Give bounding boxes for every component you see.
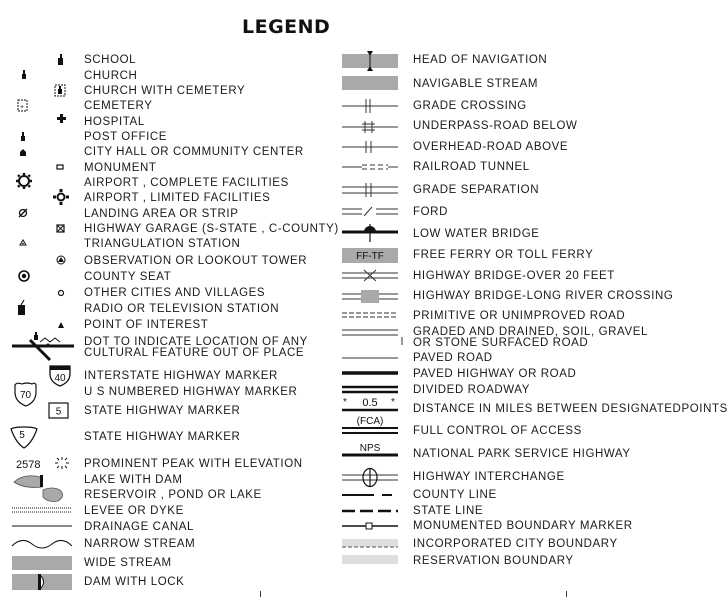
distance-miles-icon xyxy=(342,397,398,410)
label-city-hall: CITY HALL OR COMMUNITY CENTER xyxy=(84,146,304,158)
label-monument: MONUMENT xyxy=(84,162,157,174)
label-navigable-stream: NAVIGABLE STREAM xyxy=(413,78,539,90)
low-water-bridge-icon xyxy=(342,224,398,242)
label-drainage-canal: DRAINAGE CANAL xyxy=(84,521,195,533)
label-airport-limited: AIRPORT , LIMITED FACILITIES xyxy=(84,192,271,204)
ferry-icon xyxy=(342,248,398,263)
label-distance-miles: DISTANCE IN MILES BETWEEN DESIGNATEDPOINTS xyxy=(413,403,728,415)
triangulation-icon xyxy=(20,240,26,245)
label-highway-bridge: HIGHWAY BRIDGE-OVER 20 FEET xyxy=(413,270,615,282)
label-highway-interchange: HIGHWAY INTERCHANGE xyxy=(413,471,565,483)
graded-road-icon xyxy=(342,330,402,345)
point-of-interest-icon xyxy=(58,322,64,328)
label-grade-crossing: GRADE CROSSING xyxy=(413,100,527,112)
cemetery-icon xyxy=(18,100,27,111)
label-underpass: UNDERPASS-ROAD BELOW xyxy=(413,120,578,132)
lake-with-dam-icon xyxy=(14,475,43,487)
label-railroad-tunnel: RAILROAD TUNNEL xyxy=(413,161,530,173)
cultural-feature-dot-icon xyxy=(12,332,74,360)
label-stone-surfaced-road: OR STONE SURFACED ROAD xyxy=(413,337,589,349)
primitive-road-icon xyxy=(342,313,398,317)
label-primitive-road: PRIMITIVE OR UNIMPROVED ROAD xyxy=(413,310,626,322)
label-incorporated-city-boundary: INCORPORATED CITY BOUNDARY xyxy=(413,538,618,550)
interstate-number: 40 xyxy=(54,373,66,384)
label-ford: FORD xyxy=(413,206,448,218)
peak-elevation: 2578 xyxy=(16,459,41,471)
label-grade-separation: GRADE SEPARATION xyxy=(413,184,540,196)
full-control-access-icon xyxy=(342,416,398,433)
label-long-river-crossing: HIGHWAY BRIDGE-LONG RIVER CROSSING xyxy=(413,290,674,302)
label-cemetery: CEMETERY xyxy=(84,100,153,112)
us-highway-number: 70 xyxy=(19,390,32,401)
label-highway-garage: HIGHWAY GARAGE (S-STATE , C-COUNTY) xyxy=(84,223,339,235)
label-divided-roadway: DIVIDED ROADWAY xyxy=(413,384,530,396)
fca-code: (FCA) xyxy=(356,416,384,427)
airport-complete-icon xyxy=(16,173,32,189)
reservation-boundary-icon xyxy=(342,555,398,564)
post-office-icon xyxy=(21,132,25,141)
label-reservation-boundary: RESERVATION BOUNDARY xyxy=(413,555,574,567)
prominent-peak-icon xyxy=(16,457,69,471)
church-icon xyxy=(22,70,26,79)
label-state-highway-marker: STATE HIGHWAY MARKER xyxy=(84,405,241,417)
head-of-navigation-icon xyxy=(342,51,398,71)
railroad-tunnel-icon xyxy=(342,165,398,169)
label-county-line: COUNTY LINE xyxy=(413,489,497,501)
label-prominent-peak: PROMINENT PEAK WITH ELEVATION xyxy=(84,458,303,470)
levee-icon xyxy=(12,508,72,512)
city-hall-icon xyxy=(20,149,26,156)
us-highway-shield-icon xyxy=(15,383,36,406)
dam-with-lock-icon xyxy=(12,574,72,590)
label-dot-location: DOT TO INDICATE LOCATION OF ANY xyxy=(84,336,308,348)
state-highway-number: 5 xyxy=(55,406,62,418)
incorporated-city-boundary-icon xyxy=(342,539,398,547)
highway-interchange-icon xyxy=(342,468,398,487)
label-landing-area: LANDING AREA OR STRIP xyxy=(84,208,239,220)
label-cultural-feature: CULTURAL FEATURE OUT OF PLACE xyxy=(84,347,305,359)
label-dam-with-lock: DAM WITH LOCK xyxy=(84,576,185,588)
label-other-cities: OTHER CITIES AND VILLAGES xyxy=(84,287,266,299)
label-graded-road: GRADED AND DRAINED, SOIL, GRAVEL xyxy=(413,326,648,338)
long-river-crossing-icon xyxy=(342,290,398,303)
state-highway-number-2: 5 xyxy=(19,430,25,441)
other-cities-icon xyxy=(59,291,64,296)
ford-icon xyxy=(342,207,398,216)
svg-text:*: * xyxy=(391,397,395,408)
overhead-icon xyxy=(342,141,398,153)
lookout-tower-icon xyxy=(57,256,65,264)
label-us-highway-marker: U S NUMBERED HIGHWAY MARKER xyxy=(84,386,298,398)
label-head-of-navigation: HEAD OF NAVIGATION xyxy=(413,54,548,66)
label-point-of-interest: POINT OF INTEREST xyxy=(84,319,209,331)
label-triangulation-station: TRIANGULATION STATION xyxy=(84,238,241,250)
label-hospital: HOSPITAL xyxy=(84,116,145,128)
label-monumented-boundary: MONUMENTED BOUNDARY MARKER xyxy=(413,520,633,532)
ferry-code: FF-TF xyxy=(356,251,384,262)
label-school: SCHOOL xyxy=(84,54,137,66)
narrow-stream-icon xyxy=(12,540,72,548)
label-national-park-highway: NATIONAL PARK SERVICE HIGHWAY xyxy=(413,448,631,460)
label-low-water-bridge: LOW WATER BRIDGE xyxy=(413,228,540,240)
label-narrow-stream: NARROW STREAM xyxy=(84,538,196,550)
label-church-with-cemetery: CHURCH WITH CEMETERY xyxy=(84,85,246,97)
distance-value: 0.5 xyxy=(362,397,378,409)
svg-text:+: + xyxy=(20,104,25,111)
national-park-highway-icon xyxy=(342,440,398,455)
label-overhead: OVERHEAD-ROAD ABOVE xyxy=(413,141,569,153)
grade-separation-icon xyxy=(342,183,398,197)
label-full-control-access: FULL CONTROL OF ACCESS xyxy=(413,425,582,437)
svg-text:*: * xyxy=(343,397,347,408)
divided-roadway-icon xyxy=(342,387,398,392)
hospital-icon xyxy=(57,114,66,123)
label-lookout-tower: OBSERVATION OR LOOKOUT TOWER xyxy=(84,255,308,267)
label-levee: LEVEE OR DYKE xyxy=(84,505,184,517)
church-with-cemetery-icon xyxy=(55,85,65,96)
label-wide-stream: WIDE STREAM xyxy=(84,557,172,569)
navigable-stream-icon xyxy=(342,76,398,90)
grade-crossing-icon xyxy=(342,99,398,113)
reservoir-icon xyxy=(43,488,63,502)
label-airport-complete: AIRPORT , COMPLETE FACILITIES xyxy=(84,177,289,189)
label-lake-with-dam: LAKE WITH DAM xyxy=(84,474,183,486)
legend-title: LEGEND xyxy=(242,16,331,38)
highway-bridge-icon xyxy=(342,270,398,281)
label-radio-tv-station: RADIO OR TELEVISION STATION xyxy=(84,303,280,315)
label-state-line: STATE LINE xyxy=(413,505,484,517)
landing-area-icon xyxy=(19,209,27,217)
nps-code: NPS xyxy=(359,443,381,454)
county-seat-icon xyxy=(19,271,29,281)
wide-stream-icon xyxy=(12,556,72,570)
label-paved-road: PAVED ROAD xyxy=(413,352,493,364)
label-post-office: POST OFFICE xyxy=(84,131,168,143)
school-icon xyxy=(58,54,63,65)
label-church: CHURCH xyxy=(84,70,138,82)
highway-garage-icon xyxy=(57,225,64,232)
monument-icon xyxy=(57,165,63,169)
page-tick-right xyxy=(566,591,567,597)
state-highway-triangle-icon xyxy=(11,427,37,448)
radio-tv-station-icon xyxy=(18,300,25,315)
airport-limited-icon xyxy=(53,189,69,205)
monumented-boundary-icon xyxy=(342,523,398,529)
label-county-seat: COUNTY SEAT xyxy=(84,271,172,283)
state-highway-rect-icon xyxy=(49,403,68,418)
label-paved-highway: PAVED HIGHWAY OR ROAD xyxy=(413,368,577,380)
label-reservoir: RESERVOIR , POND OR LAKE xyxy=(84,489,262,501)
interstate-shield-icon xyxy=(50,366,70,386)
page-tick-left xyxy=(260,591,261,597)
underpass-icon xyxy=(342,121,398,133)
label-state-highway-marker-2: STATE HIGHWAY MARKER xyxy=(84,431,241,443)
label-ferry: FREE FERRY OR TOLL FERRY xyxy=(413,249,594,261)
label-interstate-marker: INTERSTATE HIGHWAY MARKER xyxy=(84,370,278,382)
